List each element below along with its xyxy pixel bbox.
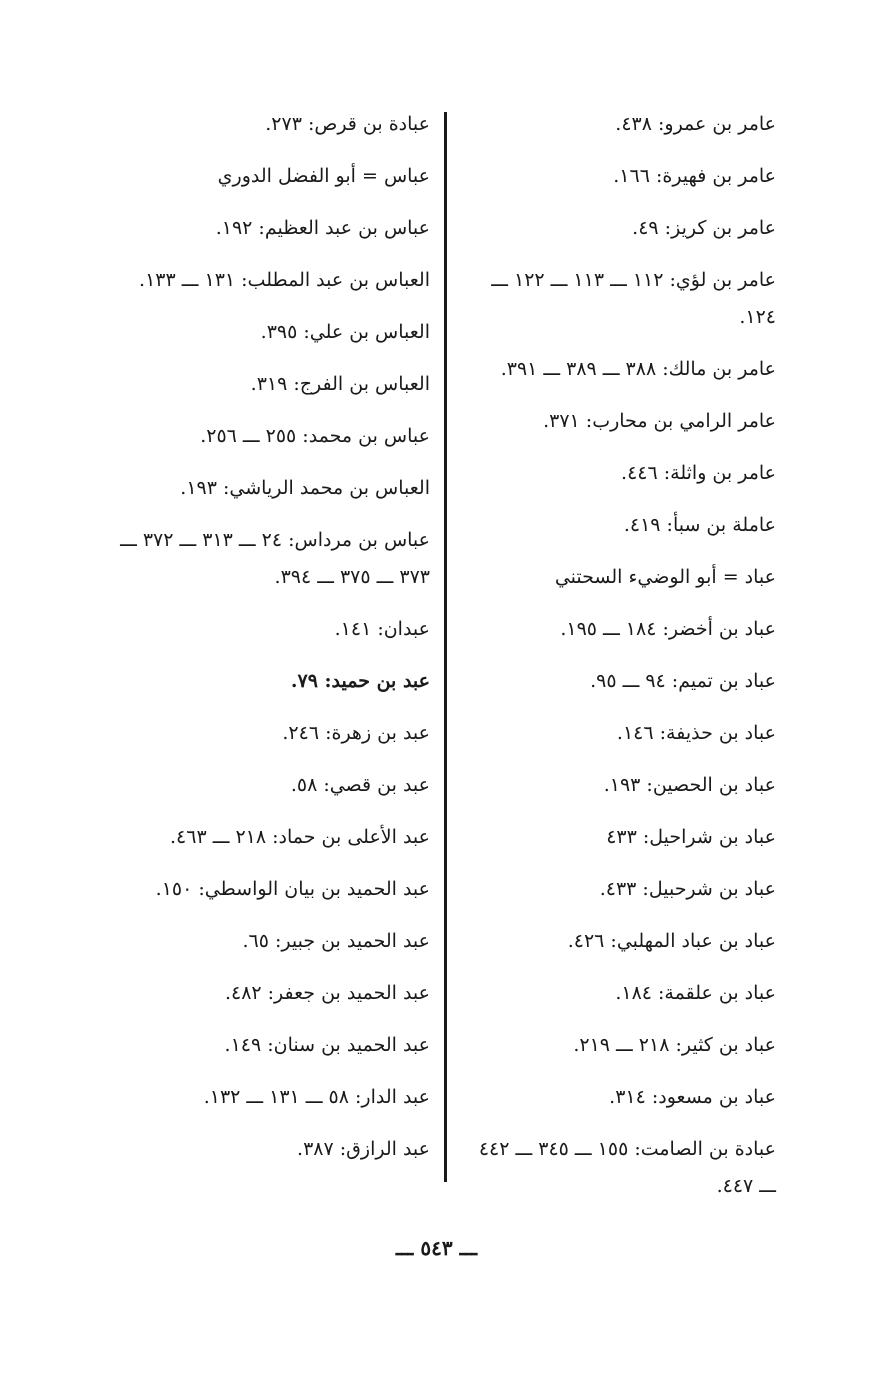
index-entry: عباس بن محمد: ٢٥٥ ـــ ٢٥٦. [200,425,430,447]
index-entry: عبد الأعلى بن حماد: ٢١٨ ـــ ٤٦٣. [170,826,430,848]
index-entry: عاملة بن سبأ: ٤١٩. [623,514,776,536]
index-entry: عباد بن أخضر: ١٨٤ ـــ ١٩٥. [560,618,776,640]
index-entry: عباد بن حذيفة: ١٤٦. [616,722,776,744]
index-entry: عبد الحميد بن جبير: ٦٥. [242,930,430,952]
index-entry: عامر بن لؤي: ١١٢ ـــ ١١٣ ـــ ١٢٢ ـــ ١٢٤. [491,269,776,328]
index-entry: عباد بن تميم: ٩٤ ـــ ٩٥. [590,670,776,692]
column-divider [444,112,447,1182]
index-entry: العباس بن الفرج: ٣١٩. [250,373,430,395]
index-entry: عامر بن واثلة: ٤٤٦. [621,462,776,484]
index-entry: عامر بن فهيرة: ١٦٦. [613,165,776,187]
index-entry: عباد بن شراحيل: ٤٣٣ [606,826,776,848]
index-entry: عبد بن قصي: ٥٨. [290,774,430,796]
index-entry: عبدان: ١٤١. [334,618,430,640]
index-entry: عبد بن حميد: ٧٩. [290,670,430,692]
index-entry: عباد بن علقمة: ١٨٤. [615,982,776,1004]
index-entry: عبادة بن الصامت: ١٥٥ ـــ ٣٤٥ ـــ ٤٤٢ ـــ ٤٤٧. [478,1138,776,1197]
index-entry: عبد الرازق: ٣٨٧. [297,1138,430,1160]
index-entry: عبد الحميد بن بيان الواسطي: ١٥٠. [155,878,430,900]
index-entry: عباس بن مرداس: ٢٤ ـــ ٣١٣ ـــ ٣٧٢ ـــ ٣٧٣ ـــ ٣٧٥ ـــ ٣٩٤. [120,529,430,588]
index-entry: عباد بن مسعود: ٣١٤. [609,1086,776,1108]
index-entry: عامر الرامي بن محارب: ٣٧١. [543,410,776,432]
page-number: ـــ ٥٤٣ ـــ [395,1236,478,1260]
index-entry: عباد بن عباد المهلبي: ٤٢٦. [567,930,776,952]
index-entry: عبد بن زهرة: ٢٤٦. [282,722,430,744]
index-entry: عباد بن الحصين: ١٩٣. [603,774,776,796]
index-entry: عبادة بن قرص: ٢٧٣. [265,113,430,135]
index-entry: عامر بن كريز: ٤٩. [632,217,776,239]
index-entry: عباد بن كثير: ٢١٨ ـــ ٢١٩. [573,1034,776,1056]
index-entry: عبد الحميد بن جعفر: ٤٨٢. [224,982,430,1004]
index-entry: عباد = أبو الوضيء السحتني [554,566,776,588]
index-column-left [100,106,430,1183]
index-entry: عبد الحميد بن سنان: ١٤٩. [224,1034,430,1056]
index-column-right [458,106,776,1220]
index-entry: العباس بن محمد الرياشي: ١٩٣. [180,477,430,499]
index-entry: العباس بن علي: ٣٩٥. [260,321,430,343]
index-entry: عامر بن مالك: ٣٨٨ ـــ ٣٨٩ ـــ ٣٩١. [500,358,776,380]
index-entry: العباس بن عبد المطلب: ١٣١ ـــ ١٣٣. [139,269,430,291]
index-entry: عباد بن شرحبيل: ٤٣٣. [599,878,776,900]
index-entry: عامر بن عمرو: ٤٣٨. [615,113,776,135]
index-entry: عباس بن عبد العظيم: ١٩٢. [215,217,430,239]
index-entry: عباس = أبو الفضل الدوري [217,165,430,187]
index-entry: عبد الدار: ٥٨ ـــ ١٣١ ـــ ١٣٢. [203,1086,430,1108]
